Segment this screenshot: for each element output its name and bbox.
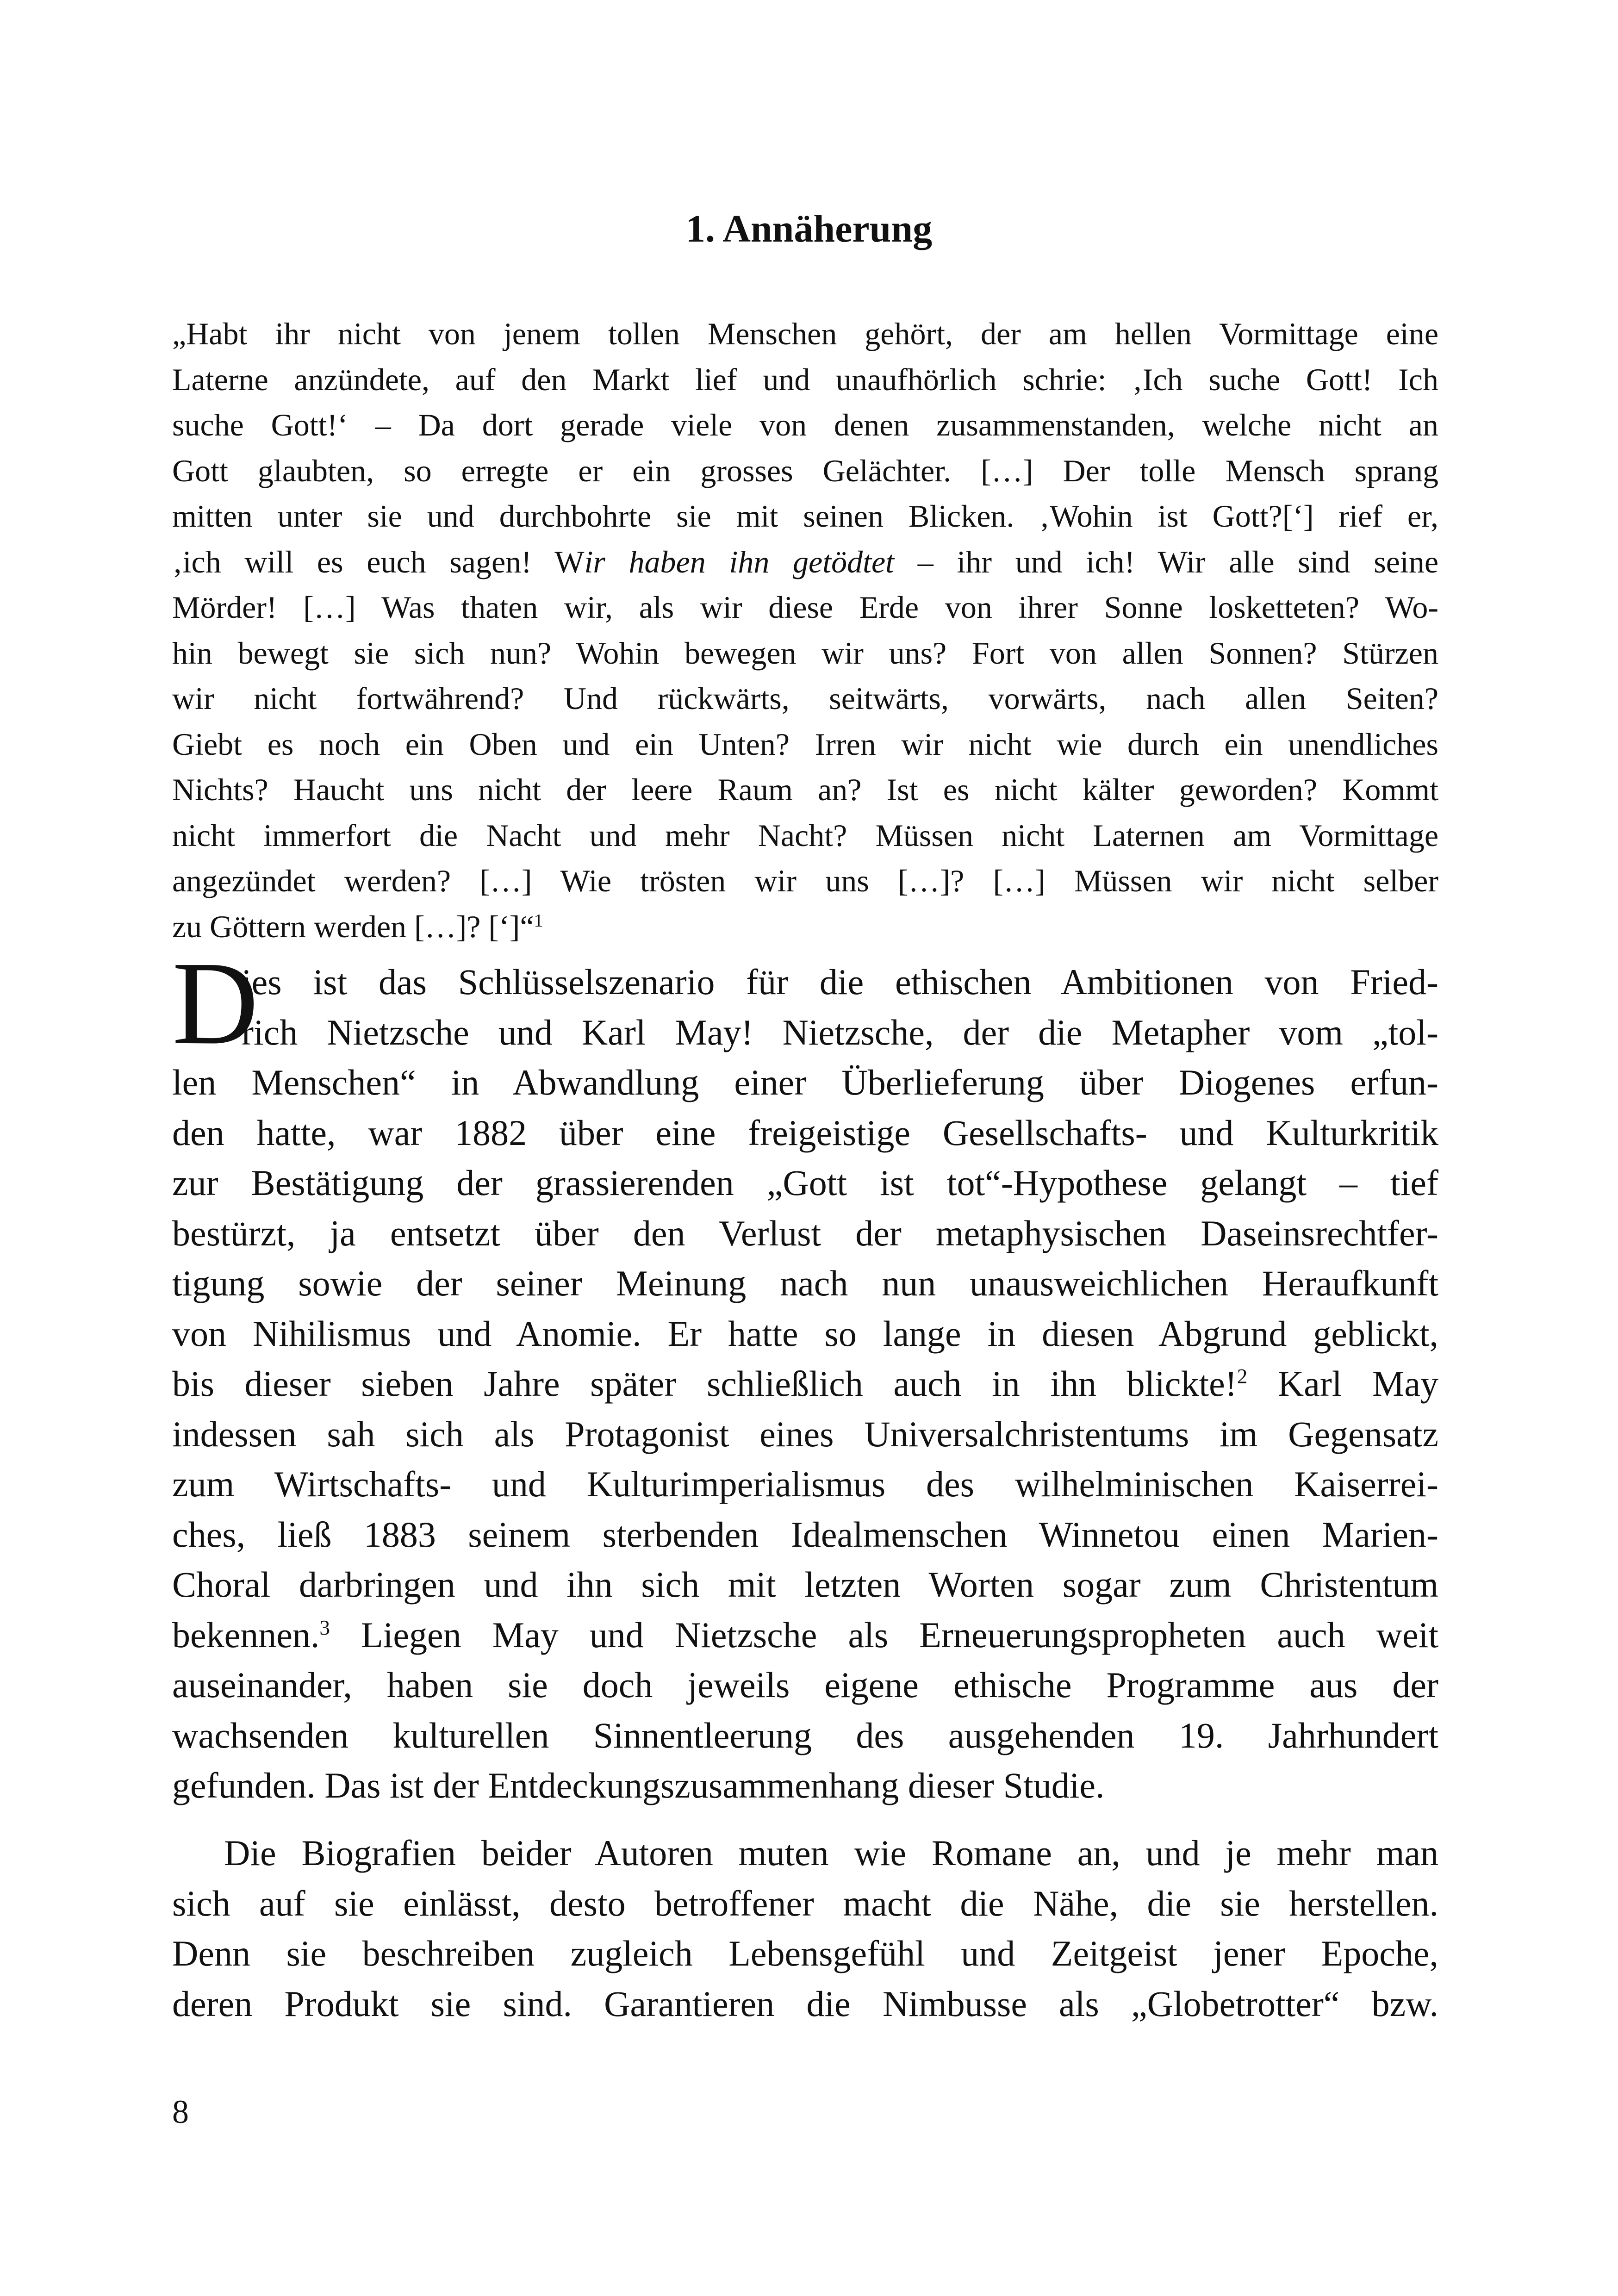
chapter-heading: 1. Annäherung: [685, 207, 933, 250]
paragraph-line: Die Biografien beider Autoren muten wie Romane an, und je mehr man: [224, 1833, 1438, 1873]
paragraph-line: tigung sowie der seiner Meinung nach nun unausweichlichen Heraufkunft: [172, 1263, 1438, 1303]
quote-text: ‚ich will es euch sagen! W: [172, 544, 585, 579]
paragraph-line: ches, ließ 1883 seinem sterbenden Idealmenschen Winnetou einen Marien-: [172, 1514, 1438, 1555]
quote-line: Giebt es noch ein Oben und ein Unten? Irren wir nicht wie durch ein unendliches: [172, 726, 1438, 762]
paragraph-text: Liegen May und Nietzsche als Erneuerungspropheten auch weit: [330, 1614, 1438, 1655]
footnote-reference: 1: [534, 909, 543, 930]
paragraph-line: wachsenden kulturellen Sinnentleerung des ausgehenden 19. Jahrhundert: [172, 1715, 1438, 1755]
paragraph-line: auseinander, haben sie doch jeweils eigene ethische Programme aus der: [172, 1665, 1438, 1705]
quote-line: angezündet werden? […] Wie trösten wir uns […]? […] Müssen wir nicht selber: [172, 863, 1438, 898]
paragraph-line: indessen sah sich als Protagonist eines Universalchristentums im Gegensatz: [172, 1413, 1438, 1454]
page-number: 8: [172, 2093, 189, 2130]
drop-cap-letter: D: [172, 937, 259, 1069]
quote-text: – ihr und ich! Wir alle sind seine: [894, 544, 1439, 579]
quote-text: zu Göttern werden […]? [‘]“: [172, 908, 534, 944]
quote-line: hin bewegt sie sich nun? Wohin bewegen wir uns? Fort von allen Sonnen? Stürzen: [172, 635, 1438, 671]
paragraph-line: rich Nietzsche und Karl May! Nietzsche, der die Metapher vom „tol-: [242, 1012, 1438, 1052]
paragraph-line: deren Produkt sie sind. Garantieren die Nimbusse als „Globetrotter“ bzw.: [172, 1983, 1438, 2024]
quote-line: Mörder! […] Was thaten wir, als wir diese Erde von ihrer Sonne losketteten? Wo-: [172, 590, 1438, 625]
footnote-reference: 2: [1237, 1365, 1248, 1388]
paragraph-text: bekennen.: [172, 1614, 320, 1655]
nietzsche-quote-block: [172, 311, 1438, 949]
quote-line: suche Gott!‘ – Da dort gerade viele von denen zusammenstanden, welche nicht an: [172, 407, 1438, 442]
paragraph-line: Denn sie beschreiben zugleich Lebensgefühl und Zeitgeist jener Epoche,: [172, 1933, 1438, 1973]
paragraph-line: von Nihilismus und Anomie. Er hatte so lange in diesen Abgrund geblickt,: [172, 1313, 1438, 1354]
paragraph-text: Karl May: [1247, 1363, 1438, 1404]
quote-line: Laterne anzündete, auf den Markt lief und unaufhörlich schrie: ‚Ich suche Gott! Ich: [172, 361, 1438, 397]
quote-line: Gott glaubten, so erregte er ein grosses Gelächter. […] Der tolle Mensch sprang: [172, 453, 1438, 488]
paragraph-line: bestürzt, ja entsetzt über den Verlust der metaphysischen Daseinsrechtfer-: [172, 1213, 1438, 1253]
paragraph-line: zur Bestätigung der grassierenden „Gott ist tot“-Hypothese gelangt – tief: [172, 1163, 1438, 1203]
paragraph-line-with-footnote: [172, 1610, 1438, 1661]
paragraph-text: bis dieser sieben Jahre später schließlich auch in ihn blickte!: [172, 1363, 1237, 1404]
paragraph-line-with-footnote: [172, 1359, 1438, 1409]
quote-line-last: [172, 904, 1438, 950]
quote-line: Nichts? Haucht uns nicht der leere Raum an? Ist es nicht kälter geworden? Kommt: [172, 772, 1438, 807]
quote-italic-text: ir haben ihn getödtet: [584, 544, 895, 579]
paragraph-line: den hatte, war 1882 über eine freigeistige Gesellschafts- und Kulturkritik: [172, 1112, 1438, 1153]
paragraph-line: zum Wirtschafts- und Kulturimperialismus des wilhelminischen Kaiserrei-: [172, 1464, 1438, 1504]
paragraph-line: len Menschen“ in Abwandlung einer Überlieferung über Diogenes erfun-: [172, 1062, 1438, 1102]
paragraph-nietzsche-may: [172, 957, 1438, 1811]
quote-line: wir nicht fortwährend? Und rückwärts, seitwärts, vorwärts, nach allen Seiten?: [172, 681, 1438, 716]
paragraph-line: ies ist das Schlüsselszenario für die ethischen Ambitionen von Fried-: [242, 962, 1438, 1002]
quote-line: „Habt ihr nicht von jenem tollen Menschen gehört, der am hellen Vormittage eine: [172, 316, 1438, 351]
paragraph-line: Choral darbringen und ihn sich mit letzten Worten sogar zum Christentum: [172, 1564, 1438, 1605]
footnote-reference: 3: [319, 1616, 330, 1639]
paragraph-biographies: [172, 1828, 1438, 2029]
quote-line-with-italics: [172, 539, 1438, 585]
paragraph-line-last: gefunden. Das ist der Entdeckungszusammenhang dieser Studie.: [172, 1765, 1105, 1805]
quote-line: nicht immerfort die Nacht und mehr Nacht? Müssen nicht Laternen am Vormittage: [172, 817, 1438, 853]
quote-line: mitten unter sie und durchbohrte sie mit seinen Blicken. ‚Wohin ist Gott?[‘] rief er,: [172, 498, 1438, 534]
paragraph-line: sich auf sie einlässt, desto betroffener macht die Nähe, die sie herstellen.: [172, 1883, 1438, 1923]
